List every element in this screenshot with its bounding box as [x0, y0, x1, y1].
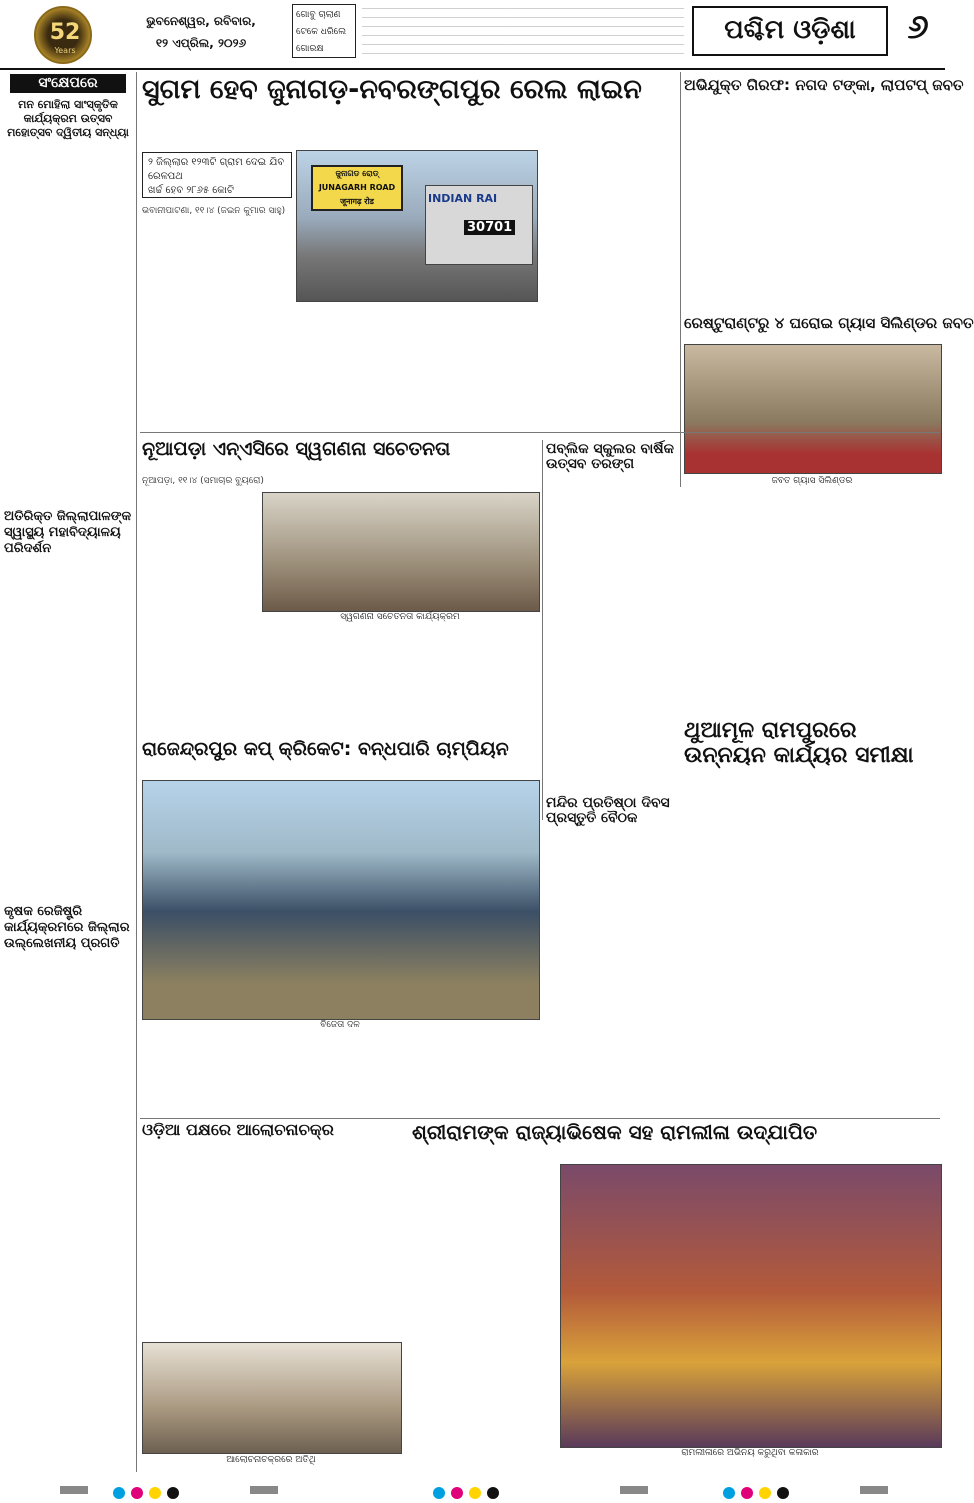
page-number: ୬ [907, 7, 929, 47]
section-title: ପଶ୍ଚିମ ଓଡ଼ିଶା [724, 15, 856, 45]
nuapada-headline: ନୂଆପଡ଼ା ଏନ୍ଏସିରେ ସ୍ୱଗଣନା ସଚେତନତା [142, 438, 451, 460]
loco-number: 30701 [464, 220, 515, 235]
swatch-cyan [113, 1487, 125, 1499]
ramlila-photo-caption: ରାମଲୀଳାରେ ଅଭିନୟ କରୁଥିବା କଳାକାର [681, 1448, 819, 1458]
anniversary-logo [34, 6, 92, 64]
thuamul-headline: ଥୁଆମୂଳ ରାମପୁରରେ ଉନ୍ନୟନ କାର୍ଯ୍ୟର ସମୀକ୍ଷା [684, 718, 914, 769]
station-sign-hi: जूनागढ़ रोड [340, 197, 374, 206]
left-column [4, 74, 132, 1469]
masthead [0, 0, 945, 72]
loco-text: INDIAN RAI [428, 192, 498, 205]
odia-seminar-headline: ଓଡ଼ିଆ ପକ୍ଷରେ ଆଲୋଚନାଚକ୍ର [142, 1120, 334, 1139]
school-headline: ପବ୍ଲିକ ସ୍କୁଲର ବାର୍ଷିକ ଉତ୍ସବ ତରଙ୍ଗ [546, 441, 674, 472]
station-sign [311, 165, 403, 211]
brief-headline-2: ଅତିରିକ୍ତ ଜିଲ୍ଲାପାଳଙ୍କ ସ୍ୱାସ୍ଥ୍ୟ ମହାବିଦ୍ୟାଳୟ ପରିଦର୍ଶନ [4, 509, 132, 556]
anniversary-number: 52 [49, 20, 81, 45]
lead-photo-train [296, 150, 538, 302]
briefs-tag: ସଂକ୍ଷେପରେ [10, 74, 126, 93]
cylinder-photo [684, 344, 942, 474]
seminar-photo-caption: ଆଲୋଚନାଚକ୍ରରେ ଅତିଥି [226, 1455, 316, 1465]
temple-headline: ମନ୍ଦିର ପ୍ରତିଷ୍ଠା ଦିବସ ପ୍ରସ୍ତୁତି ବୈଠକ [546, 795, 670, 826]
brief-headline-1: ମନ ମୋହିଲା ସାଂସ୍କୃତିକ କାର୍ଯ୍ୟକ୍ରମ ଉତ୍ସବ ମହୋତ୍ସବ ଦ୍ୱିତୀୟ ସନ୍ଧ୍ୟା [7, 98, 129, 139]
locomotive [425, 185, 533, 265]
lead-dateline: ଭବାନୀପାଟଣା, ୧୧।୪ (ଜଇନ କୁମାର ସାହୁ) [142, 206, 286, 216]
station-sign-odia: ଜୁନାଗଡ ରୋଡ୍ [335, 169, 379, 178]
masthead-teaser-text [362, 4, 684, 58]
ramlila-headline: ଶ୍ରୀରାମଙ୍କ ରାଜ୍ୟାଭିଷେକ ସହ ରାମଲୀଳା ଉଦ୍‌ଯାପିତ [412, 1120, 818, 1144]
masthead-city: ଭୁବନେଶ୍ୱର, ରବିବାର, [146, 14, 256, 28]
teaser-box: ଗୋବୁ ଚାଲାଣ ଟେକେ ଧରିଲେ ଗୋରକ୍ଷ [292, 4, 356, 58]
lead-bullet-1: ୨ ଜିଲ୍ଲାର ୧୨୩ଟି ଗ୍ରାମ ଦେଇ ଯିବ ରେଳପଥ [148, 157, 285, 182]
lead-bullets [142, 152, 292, 198]
nuapada-dateline: ନୂଆପଡ଼ା, ୧୧।୪ (ସମାଚାର ବ୍ୟୁରୋ) [142, 476, 264, 486]
seminar-photo [142, 1342, 402, 1454]
cricket-headline: ରାଜେନ୍ଦ୍ରପୁର କପ୍ କ୍ରିକେଟ: ବନ୍ଧପାରି ଚାମ୍ପିୟନ [142, 738, 509, 760]
arrest-headline: ଅଭିଯୁକ୍ତ ଗିରଫ: ନଗଦ ଟଙ୍କା, ଲାପଟପ୍ ଜବତ [684, 76, 964, 94]
anniversary-caption: Years [54, 46, 76, 55]
cylinder-headline: ରେଷ୍ଟୁରାଣ୍ଟରୁ ୪ ଘରୋଇ ଗ୍ୟାସ ସିଲିଣ୍ଡର ଜବତ [684, 314, 974, 332]
lead-bullet-2: ଖର୍ଚ୍ଚ ହେବ ୨୮୬୫ କୋଟି [148, 185, 234, 196]
brief-headline-3: କୃଷକ ରେଜିଷ୍ଟ୍ରି କାର୍ଯ୍ୟକ୍ରମରେ ଜିଲ୍ଲାର ଉଲ୍ଲେଖନୀୟ ପ୍ରଗତି [4, 904, 130, 951]
cricket-team-photo [142, 780, 540, 1020]
station-sign-en: JUNAGARH ROAD [318, 183, 396, 192]
section-title-box [692, 6, 888, 56]
cricket-photo-caption: ବିଜେତା ଦଳ [320, 1020, 360, 1030]
print-color-strip [0, 1482, 945, 1498]
ramlila-photo [560, 1164, 942, 1448]
masthead-date: ୧୨ ଏପ୍ରିଲ, ୨୦୨୬ [155, 36, 247, 50]
cylinder-photo-caption: ଜବତ ଗ୍ୟାସ ସିଲିଣ୍ଡର [771, 476, 853, 486]
nuapada-photo [262, 492, 540, 612]
lead-headline: ସୁଗମ ହେବ ଜୁନାଗଡ଼-ନବରଙ୍ଗପୁର ରେଲ ଲାଇନ [142, 74, 642, 105]
nuapada-photo-caption: ସ୍ୱଗଣନା ସଚେତନତା କାର୍ଯ୍ୟକ୍ରମ [340, 612, 460, 622]
